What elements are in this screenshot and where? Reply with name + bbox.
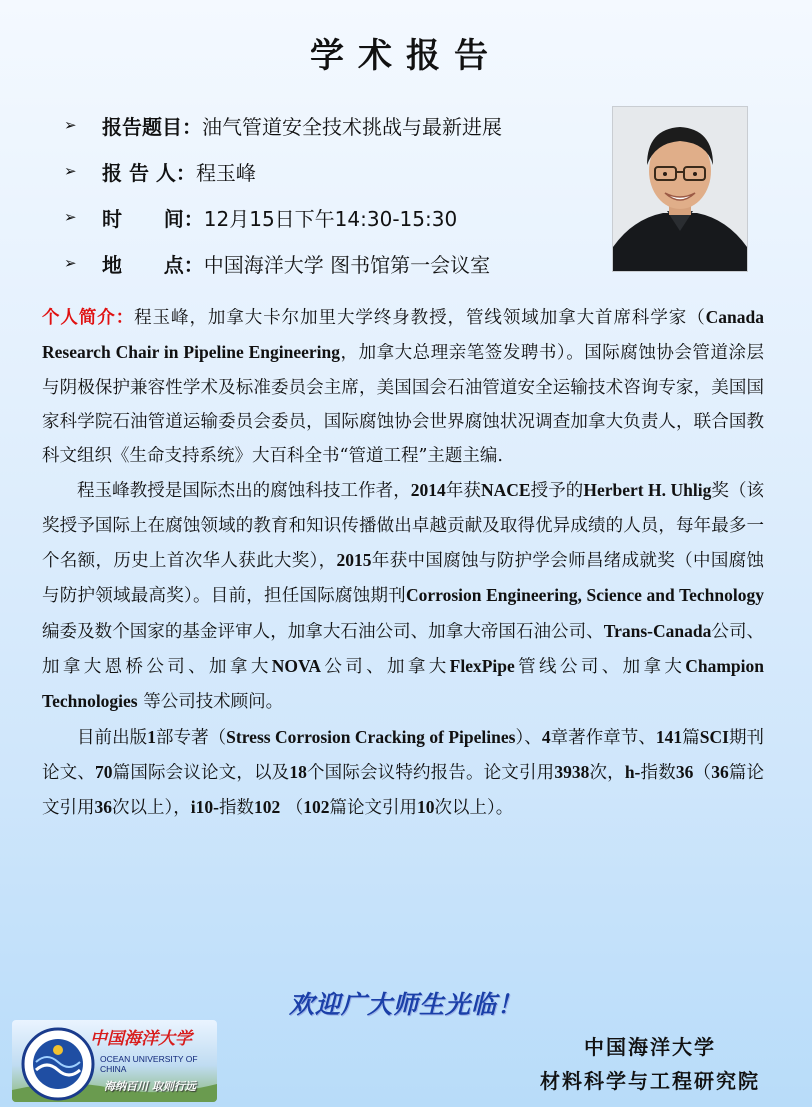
- welcome-message: 欢迎广大师生光临！: [288, 990, 523, 1019]
- speaker-label: 报 告 人：: [102, 160, 196, 185]
- speaker-value: 程玉峰: [195, 160, 256, 185]
- page-title: 学术报告: [310, 36, 502, 76]
- venue-label: 地 点：: [102, 252, 204, 277]
- time-value: 12月15日下午14:30-15:30: [203, 206, 458, 231]
- bio-paragraph-3: 目前出版1部专著（Stress Corrosion Cracking of Pipelines）、4章著作章节、141篇SCI期刊论文、70篇国际会议论文，以及18个国际会议特约报告。论文引用3938次，h-指数36（36篇论文引用36次以上），i10-指数102 （102篇论文引用10次以上）。: [42, 726, 765, 819]
- org-university: 中国海洋大学: [584, 1035, 716, 1059]
- bio-label: 个人简介：: [42, 308, 135, 328]
- topic-value: 油气管道安全技术挑战与最新进展: [202, 114, 502, 139]
- university-logo: [12, 1020, 217, 1102]
- speaker-photo: [612, 106, 748, 272]
- logo-motto: 海纳百川 取则行远: [104, 1080, 196, 1093]
- venue-value: 中国海洋大学 图书馆第一会议室: [203, 252, 491, 277]
- info-row-topic: [64, 102, 604, 148]
- info-row-time: [64, 194, 604, 240]
- arrow-bullet-icon: ➢: [64, 208, 77, 226]
- logo-chinese-name: 中国海洋大学: [90, 1029, 192, 1049]
- info-row-venue: [64, 240, 604, 286]
- logo-english-name: OCEAN UNIVERSITY OF CHINA: [100, 1054, 198, 1074]
- arrow-bullet-icon: ➢: [64, 162, 77, 180]
- bio-paragraph-2: 程玉峰教授是国际杰出的腐蚀科技工作者，2014年获NACE授予的Herbert H. Uhlig奖（该奖授予国际上在腐蚀领域的教育和知识传播做出卓越贡献及取得优异成绩的人员，每年最多一个名额，历史上首次华人获此大奖），2015年获中国腐蚀与防护学会师昌绪成就奖（中国腐蚀与防护领域最高奖）。目前，担任国际腐蚀期刊Corrosion Engineering, Science and Technology编委及数个国家的基金评审人，加拿大石油公司、加拿大帝国石油公司、Trans-Canada公司、加拿大恩桥公司、加拿大NOVA公司、加拿大FlexPipe管线公司、加拿大Champion Technologies 等公司技术顾问。: [42, 480, 765, 713]
- host-organization: [520, 1030, 780, 1098]
- arrow-bullet-icon: ➢: [64, 254, 77, 272]
- info-row-speaker: [64, 148, 604, 194]
- bio-paragraph-1: 个人简介：程玉峰，加拿大卡尔加里大学终身教授，管线领域加拿大首席科学家（Canada Research Chair in Pipeline Engineering，加拿大总理亲笔签发聘书）。国际腐蚀协会管道涂层与阴极保护兼容性学术及标准委员会主席，美国国会石油管道安全运输技术咨询专家，美国国家科学院石油管道运输委员会委员，国际腐蚀协会世界腐蚀状况调查加拿大负责人，联合国教科文组织《生命支持系统》大百科全书“管道工程”主题主编.: [42, 307, 765, 467]
- time-label: 时 间：: [102, 206, 204, 231]
- org-institute: 材料科学与工程研究院: [540, 1069, 760, 1093]
- talk-info: [64, 102, 604, 286]
- topic-label: 报告题目：: [102, 114, 202, 139]
- speaker-bio: [42, 300, 764, 825]
- arrow-bullet-icon: ➢: [64, 116, 77, 134]
